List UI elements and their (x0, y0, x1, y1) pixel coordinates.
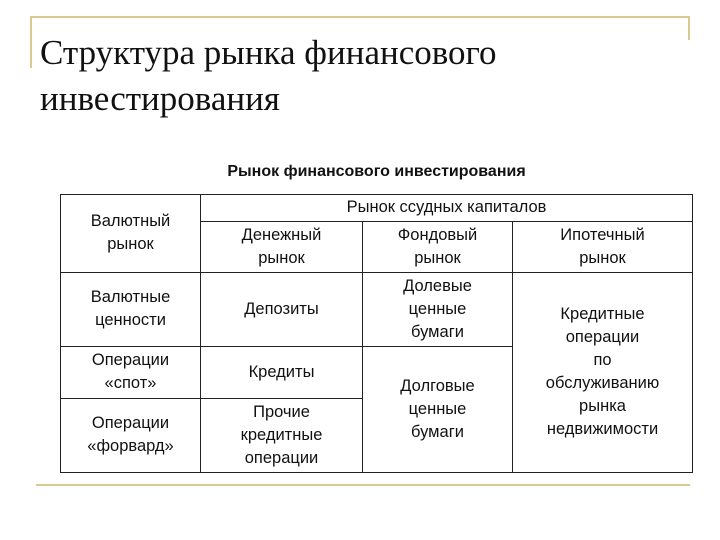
cell-deposits: Депозиты (201, 272, 363, 346)
table-header: Рынок финансового инвестирования (61, 150, 693, 194)
cell-loan-capital-market: Рынок ссудных капиталов (201, 194, 693, 221)
market-structure-table (60, 150, 692, 472)
decorative-top-line (30, 16, 690, 18)
cell-mortgage-market: Ипотечный рынок (513, 221, 693, 272)
cell-debt-securities: Долговые ценные бумаги (363, 346, 513, 472)
cell-equity-securities: Долевые ценные бумаги (363, 272, 513, 346)
cell-currency-values: Валютные ценности (61, 272, 201, 346)
cell-forward-operations: Операции «форвард» (61, 398, 201, 472)
slide-title (40, 30, 690, 122)
slide-title-line-2: инвестирования (40, 79, 280, 118)
cell-credit-operations: Кредитные операции по обслуживанию рынка недвижимости (513, 272, 693, 472)
cell-stock-market: Фондовый рынок (363, 221, 513, 272)
decorative-bottom-line (36, 484, 690, 486)
decorative-vertical-line (30, 16, 32, 68)
cell-money-market: Денежный рынок (201, 221, 363, 272)
cell-credits: Кредиты (201, 346, 363, 398)
cell-other-credit-operations: Прочие кредитные операции (201, 398, 363, 472)
cell-spot-operations: Операции «спот» (61, 346, 201, 398)
slide-title-line-1: Структура рынка финансового (40, 33, 497, 72)
cell-currency-market: Валютный рынок (61, 194, 201, 272)
